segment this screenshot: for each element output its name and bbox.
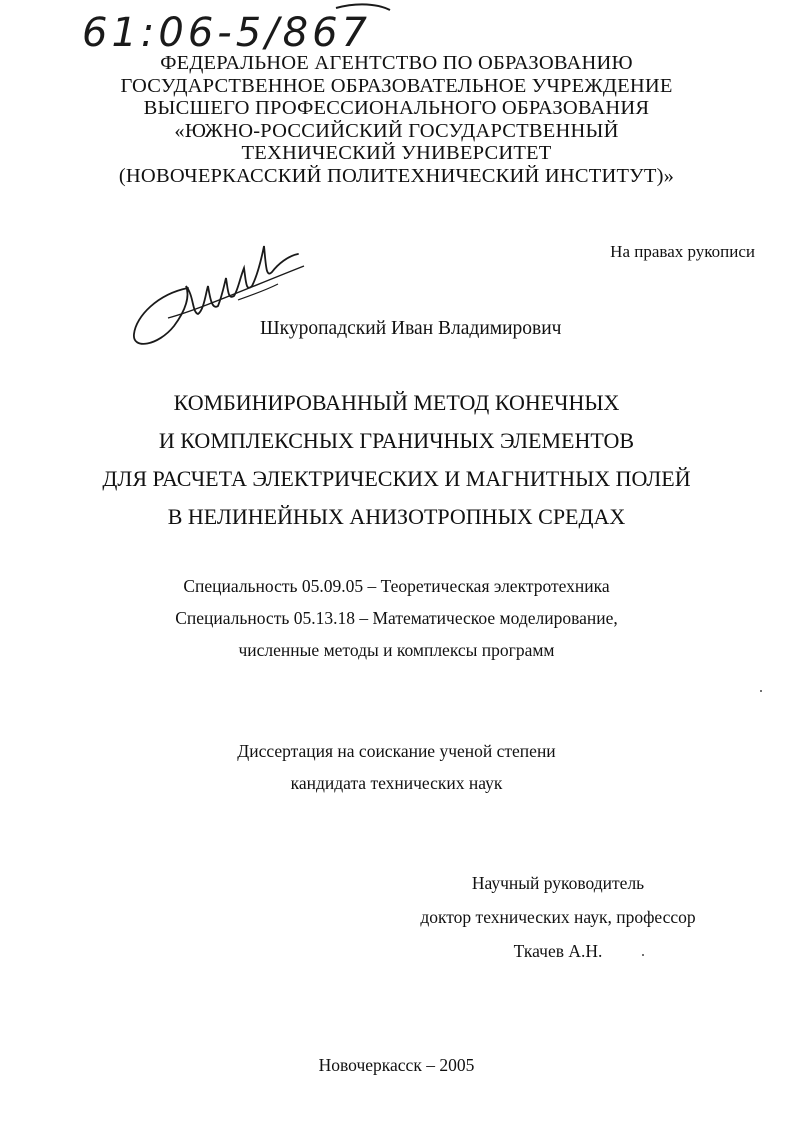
header-line: (НОВОЧЕРКАССКИЙ ПОЛИТЕХНИЧЕСКИЙ ИНСТИТУТ)» bbox=[118, 164, 675, 187]
author-name: Шкуропадский Иван Владимирович bbox=[260, 318, 562, 339]
institution-header bbox=[0, 52, 793, 187]
archive-code-text: 61:06-5/867 bbox=[82, 10, 371, 56]
degree-line: Диссертация на соискание ученой степени bbox=[237, 741, 556, 761]
advisor-line: Ткачев А.Н. bbox=[513, 941, 603, 961]
header-line: ГОСУДАРСТВЕННОЕ ОБРАЗОВАТЕЛЬНОЕ УЧРЕЖДЕНИЕ bbox=[120, 74, 673, 97]
archive-code-graphic bbox=[78, 0, 418, 58]
specialty-line: Специальность 05.13.18 – Математическое моделирование, bbox=[175, 608, 618, 628]
header-line: ВЫСШЕГО ПРОФЕССИОНАЛЬНОГО ОБРАЗОВАНИЯ bbox=[143, 97, 650, 119]
title-line: В НЕЛИНЕЙНЫХ АНИЗОТРОПНЫХ СРЕДАХ bbox=[167, 504, 626, 529]
header-line: ФЕДЕРАЛЬНОЕ АГЕНТСТВО ПО ОБРАЗОВАНИЮ bbox=[160, 52, 633, 74]
scan-speck bbox=[642, 954, 644, 956]
header-line: «ЮЖНО-РОССИЙСКИЙ ГОСУДАРСТВЕННЫЙ bbox=[174, 119, 619, 142]
rights-note: На правах рукописи bbox=[610, 242, 755, 261]
advisor-line: доктор технических наук, профессор bbox=[420, 907, 696, 927]
title-line: И КОМПЛЕКСНЫХ ГРАНИЧНЫХ ЭЛЕМЕНТОВ bbox=[158, 428, 635, 453]
title-line: ДЛЯ РАСЧЕТА ЭЛЕКТРИЧЕСКИХ И МАГНИТНЫХ ПОЛЕЙ bbox=[102, 466, 691, 491]
specialty-line: Специальность 05.09.05 – Теоретическая электротехника bbox=[183, 576, 610, 596]
title-line: КОМБИНИРОВАННЫЙ МЕТОД КОНЕЧНЫХ bbox=[173, 390, 620, 415]
city-year: Новочеркасск – 2005 bbox=[318, 1055, 475, 1075]
header-line: ТЕХНИЧЕСКИЙ УНИВЕРСИТЕТ bbox=[241, 142, 552, 164]
advisor-line: Научный руководитель bbox=[471, 873, 645, 893]
specialty-line: численные методы и комплексы программ bbox=[238, 640, 555, 660]
degree-statement bbox=[0, 735, 793, 799]
dissertation-title bbox=[0, 384, 793, 536]
handwritten-archive-code bbox=[78, 0, 418, 58]
scan-speck bbox=[760, 690, 762, 692]
specialties bbox=[0, 570, 793, 666]
degree-line: кандидата технических наук bbox=[290, 773, 503, 793]
scientific-advisor bbox=[388, 866, 728, 968]
